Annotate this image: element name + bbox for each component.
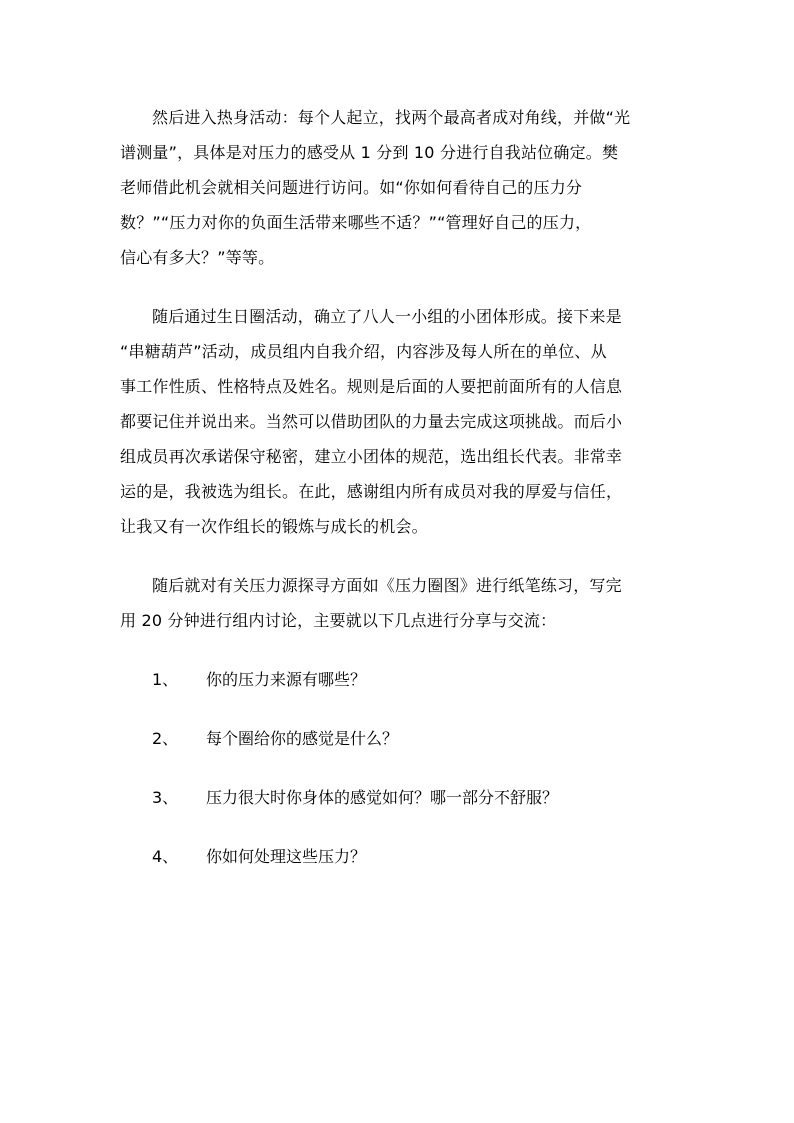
document-body — [120, 100, 676, 898]
text-line: 老师借此机会就相关问题进行访问。如“你如何看待自己的压力分 — [120, 178, 583, 197]
paragraph-stress-circle — [120, 568, 676, 638]
list-item-text: 每个圈给你的感觉是什么？ — [206, 729, 399, 748]
text-line: 然后进入热身活动：每个人起立，找两个最高者成对角线，并做“光 — [152, 108, 631, 127]
text-line: 数？”“压力对你的负面生活带来哪些不适？”“管理好自己的压力， — [120, 213, 592, 232]
text-line: 运的是，我被选为组长。在此，感谢组内所有成员对我的厚爱与信任， — [120, 482, 623, 501]
text-line: 都要记住并说出来。当然可以借助团队的力量去完成这项挑战。而后小 — [120, 412, 623, 431]
text-line: 用 20 分钟进行组内讨论，主要就以下几点进行分享与交流： — [120, 611, 557, 630]
list-item-text: 你的压力来源有哪些？ — [206, 670, 367, 689]
text-line: 谱测量”，具体是对压力的感受从 1 分到 10 分进行自我站位确定。樊 — [120, 143, 619, 162]
list-item-number: 1、 — [152, 670, 179, 689]
list-item — [120, 662, 676, 697]
list-item-number: 3、 — [152, 788, 179, 807]
list-item-number: 2、 — [152, 729, 179, 748]
paragraph-group-formation — [120, 299, 676, 544]
list-item-number: 4、 — [152, 847, 179, 866]
text-line: 让我又有一次作组长的锻炼与成长的机会。 — [120, 517, 428, 536]
text-line: 随后通过生日圈活动，确立了八人一小组的小团体形成。接下来是 — [152, 307, 622, 326]
text-line: 随后就对有关压力源探寻方面如《压力圈图》进行纸笔练习，写完 — [152, 576, 622, 595]
text-line: 组成员再次承诺保守秘密，建立小团体的规范，选出组长代表。非常幸 — [120, 447, 623, 466]
list-item — [120, 839, 676, 874]
discussion-question-list — [120, 662, 676, 874]
text-line: 信心有多大？”等等。 — [120, 248, 275, 267]
list-item — [120, 780, 676, 815]
text-line: “串糖葫芦”活动，成员组内自我介绍，内容涉及每人所在的单位、从 — [120, 342, 607, 361]
text-line: 事工作性质、性格特点及姓名。规则是后面的人要把前面所有的人信息 — [120, 377, 623, 396]
list-item-text: 压力很大时你身体的感觉如何？哪一部分不舒服？ — [206, 788, 559, 807]
list-item-text: 你如何处理这些压力？ — [206, 847, 367, 866]
list-item — [120, 721, 676, 756]
paragraph-warmup — [120, 100, 676, 275]
